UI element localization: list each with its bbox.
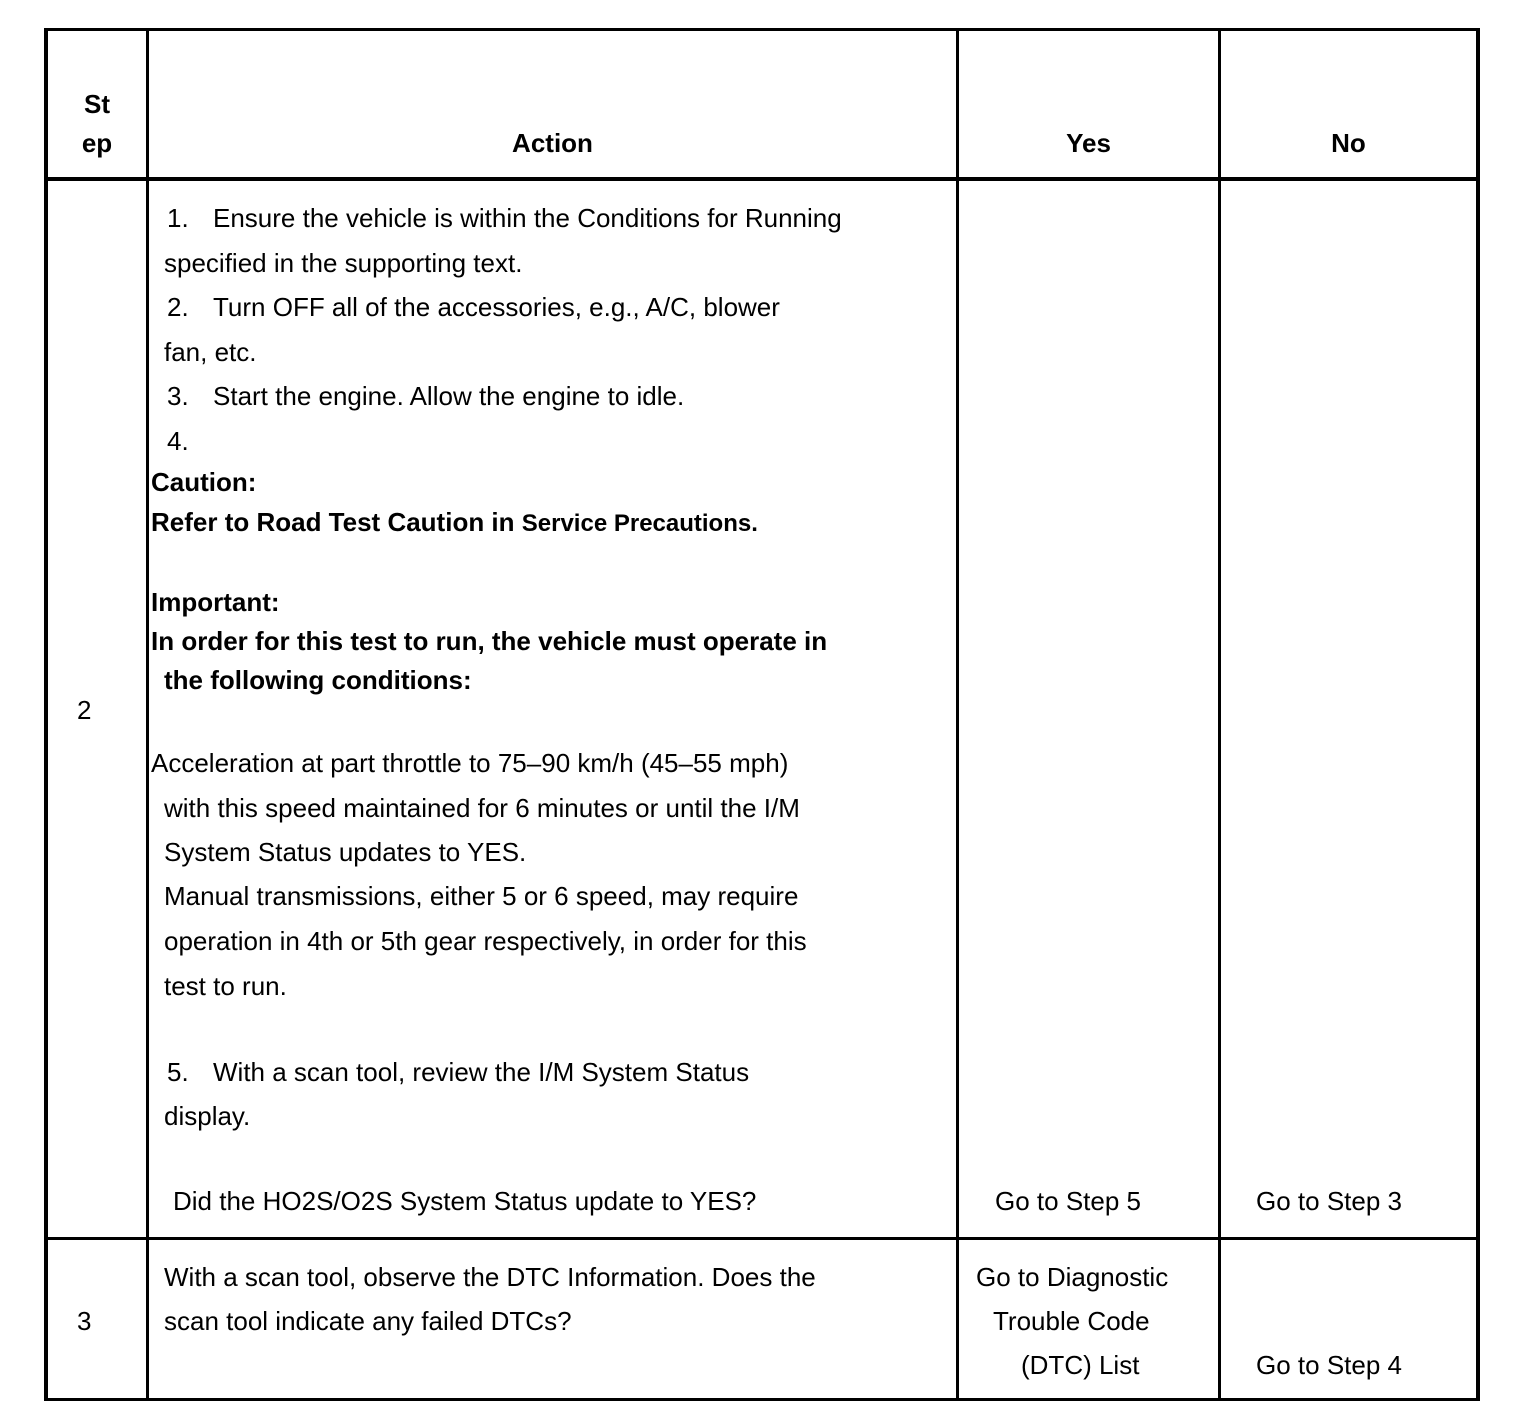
condition-line-1: Acceleration at part throttle to 75–90 km/h (45–55 mph) bbox=[151, 748, 789, 778]
header-step-line1: St bbox=[84, 89, 110, 119]
step-item-5-text-cont: display. bbox=[164, 1101, 251, 1131]
step-item-4-number: 4. bbox=[167, 426, 189, 456]
yes-result-line-1: Go to Diagnostic bbox=[976, 1262, 1169, 1292]
row-2-bottom-border bbox=[44, 1237, 1480, 1240]
step-question: Did the HO2S/O2S System Status update to YES? bbox=[173, 1186, 757, 1216]
step-number: 3 bbox=[77, 1306, 92, 1336]
no-result: Go to Step 4 bbox=[1256, 1350, 1402, 1380]
yes-result: Go to Step 5 bbox=[995, 1186, 1141, 1216]
caution-text bbox=[151, 507, 758, 539]
step-item-3-number: 3. bbox=[167, 381, 189, 411]
yes-result-line-3: (DTC) List bbox=[1021, 1350, 1140, 1380]
header-yes: Yes bbox=[1066, 128, 1111, 158]
step-item-5-text: With a scan tool, review the I/M System Status bbox=[213, 1057, 750, 1087]
no-result: Go to Step 3 bbox=[1256, 1186, 1402, 1216]
table-right-border bbox=[1476, 28, 1480, 1401]
step-action-divider bbox=[146, 28, 149, 1401]
condition-line-4: Manual transmissions, either 5 or 6 speed, may require bbox=[164, 881, 799, 911]
step-action-text: With a scan tool, observe the DTC Information. Does the bbox=[164, 1262, 816, 1292]
caution-text-link: Service Precautions. bbox=[521, 510, 758, 537]
header-step-line2: ep bbox=[81, 128, 113, 158]
step-item-1-number: 1. bbox=[167, 203, 189, 233]
header-step bbox=[48, 89, 146, 158]
yes-no-divider bbox=[1218, 28, 1221, 1401]
action-yes-divider bbox=[956, 28, 959, 1401]
table-left-border bbox=[44, 28, 48, 1401]
important-text-cont: the following conditions: bbox=[164, 665, 472, 695]
step-item-2-text-cont: fan, etc. bbox=[164, 337, 257, 367]
step-action-text-cont: scan tool indicate any failed DTCs? bbox=[164, 1306, 572, 1336]
condition-line-3: System Status updates to YES. bbox=[164, 837, 527, 867]
step-item-5-number: 5. bbox=[167, 1057, 189, 1087]
header-bottom-border bbox=[44, 177, 1480, 181]
step-number: 2 bbox=[77, 695, 92, 725]
important-text: In order for this test to run, the vehicle must operate in bbox=[151, 626, 828, 656]
caution-label: Caution: bbox=[151, 467, 257, 497]
step-item-2-number: 2. bbox=[167, 292, 189, 322]
condition-line-2: with this speed maintained for 6 minutes or until the I/M bbox=[164, 793, 800, 823]
caution-text-main: Refer to Road Test Caution in bbox=[151, 507, 522, 537]
important-label: Important: bbox=[151, 587, 280, 617]
table-bottom-border bbox=[44, 1398, 1480, 1401]
step-item-2-text: Turn OFF all of the accessories, e.g., A/C, blower bbox=[213, 292, 780, 322]
condition-line-5: operation in 4th or 5th gear respectively, in order for this bbox=[164, 926, 807, 956]
step-item-3-text: Start the engine. Allow the engine to idle. bbox=[213, 381, 685, 411]
header-no: No bbox=[1331, 128, 1366, 158]
step-item-1-text: Ensure the vehicle is within the Conditions for Running bbox=[213, 203, 842, 233]
yes-result-line-2: Trouble Code bbox=[993, 1306, 1150, 1336]
condition-line-6: test to run. bbox=[164, 971, 287, 1001]
table-top-border bbox=[44, 28, 1480, 31]
header-action: Action bbox=[512, 128, 593, 158]
step-item-1-text-cont: specified in the supporting text. bbox=[164, 248, 523, 278]
